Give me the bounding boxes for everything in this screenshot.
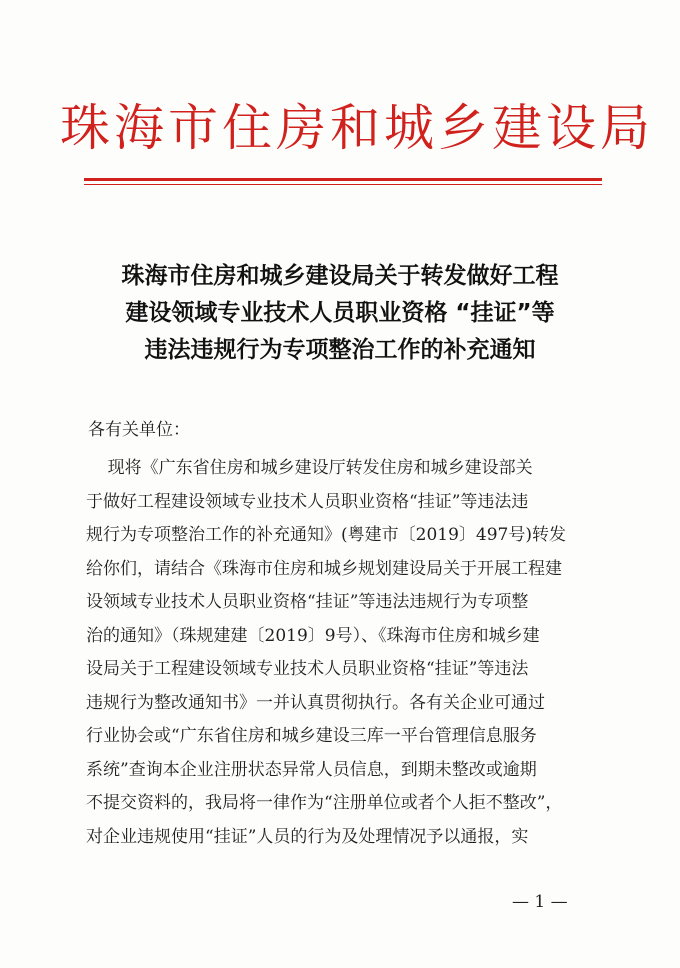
body-line: 违规行为整改通知书》一并认真贯彻执行。各有关企业可通过 [86, 692, 545, 713]
body-line: 规行为专项整治工作的补充通知》(粤建市〔2019〕497号)转发 [86, 525, 566, 545]
document-title [70, 258, 610, 369]
body-line: 设局关于工程建设领域专业技术人员职业资格“挂证”等违法 [86, 659, 529, 679]
body-line: 于做好工程建设领域专业技术人员职业资格“挂证”等违法违 [86, 491, 529, 512]
body-line: 不提交资料的，我局将一律作为“注册单位或者个人拒不整改”， [86, 793, 563, 813]
body-line: 系统”查询本企业注册状态异常人员信息，到期未整改或逾期 [86, 759, 537, 780]
page-number: — 1 — [512, 892, 568, 912]
title-line: 违法违规行为专项整治工作的补充通知 [144, 337, 536, 363]
letterhead-red-rule-thin [84, 184, 602, 185]
body-line: 设领域专业技术人员职业资格“挂证”等违法违规行为专项整 [86, 592, 529, 612]
body-line: 现将《广东省住房和城乡建设厅转发住房和城乡建设部关 [86, 458, 533, 478]
title-line: 建设领域专业技术人员职业资格 “挂证”等 [125, 300, 555, 326]
body-line: 给你们，请结合《珠海市住房和城乡规划建设局关于开展工程建 [86, 558, 562, 579]
body-line: 行业协会或“广东省住房和城乡建设三库一平台管理信息服务 [86, 726, 537, 746]
body-line: 治的通知》（珠规建建〔2019〕9号）、《珠海市住房和城乡建 [86, 625, 540, 646]
body-text [86, 452, 596, 854]
letterhead-red-rule-thick [84, 178, 602, 181]
title-line: 珠海市住房和城乡建设局关于转发做好工程 [121, 263, 559, 289]
salutation: 各有关单位： [88, 420, 190, 440]
body-line: 对企业违规使用“挂证”人员的行为及处理情况予以通报，实 [86, 826, 529, 847]
letterhead-organization: 珠海市住房和城乡建设局 [60, 99, 654, 157]
